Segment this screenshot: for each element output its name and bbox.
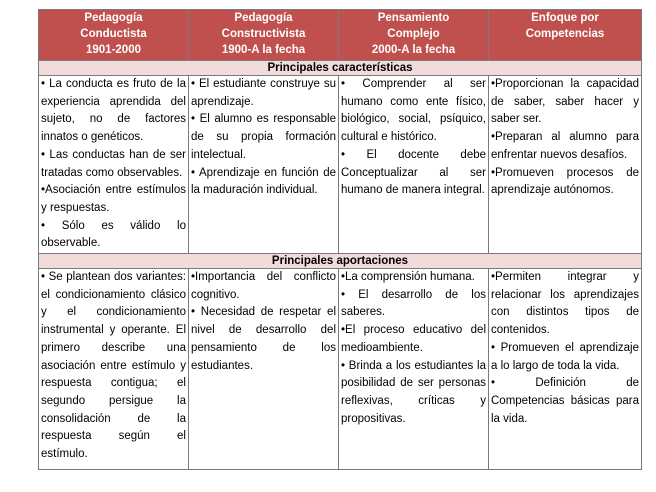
header-pensamiento-complejo <box>339 10 489 61</box>
header-line: Pedagogía <box>234 12 293 24</box>
header-line: Enfoque por <box>531 12 599 24</box>
header-line: Pensamiento <box>377 12 450 24</box>
row-caracteristicas <box>39 76 642 254</box>
bullet-text: •Preparan al alumno para enfrentar nuevos desafíos. <box>491 131 639 161</box>
comparison-table-page <box>38 9 641 470</box>
bullet-text: • Necesidad de respetar el nivel de desarrollo del pensamiento de los estudiantes. <box>191 306 336 372</box>
bullet-text: •Promueven procesos de aprendizaje autónomos. <box>491 166 639 197</box>
bullet-text: •Importancia del conflicto cognitivo. <box>191 271 336 301</box>
bullet-text: • Las conductas han de ser tratadas como observables. <box>41 148 186 179</box>
header-line: 1900-A la fecha <box>221 44 306 56</box>
bullet-text: • El docente debe Conceptualizar al ser humano de manera integral. <box>341 148 486 197</box>
header-line: Pedagogía <box>84 12 143 24</box>
header-conductista <box>39 10 189 61</box>
bullet-text: • El desarrollo de los saberes. <box>341 288 486 319</box>
bullet-text: • Promueven el aprendizaje a lo largo de toda la vida. <box>491 341 639 372</box>
bullet-text: • Aprendizaje en función de la maduración individual. <box>191 166 336 197</box>
row-aportaciones <box>39 269 642 470</box>
bullet-text: •El proceso educativo del medioambiente. <box>341 324 486 354</box>
header-line: Complejo <box>387 28 440 40</box>
header-line: Conductista <box>80 28 147 40</box>
bullet-text: •Permiten integrar y relacionar los aprendizajes con distintos tipos de contenidos. <box>491 271 639 337</box>
cell-competencias-caracteristicas <box>489 76 642 254</box>
header-line: Constructivista <box>221 28 306 40</box>
section-title-caracteristicas: Principales características <box>39 61 642 76</box>
bullet-text: • El estudiante construye su aprendizaje. <box>191 78 336 108</box>
section-row-aportaciones <box>39 254 642 269</box>
cell-conductista-aportaciones <box>39 269 189 470</box>
pedagogy-comparison-table <box>38 9 642 470</box>
cell-complejo-caracteristicas <box>339 76 489 254</box>
bullet-text: •Asociación entre estímulos y respuestas. <box>41 184 186 214</box>
bullet-text: • La conducta es fruto de la experiencia aprendida del sujeto, no de factores innatos o genéticos. <box>41 78 186 144</box>
bullet-text: • Comprender al ser humano como ente físico, biológico, social, psíquico, cultural e histórico. <box>341 78 486 144</box>
bullet-text: • Definición de Competencias básicas para la vida. <box>491 377 639 425</box>
bullet-text: • Sólo es válido lo observable. <box>41 219 186 250</box>
cell-constructivista-caracteristicas <box>189 76 339 254</box>
bullet-text: • El alumno es responsable de su propia formación intelectual. <box>191 113 336 161</box>
cell-competencias-aportaciones <box>489 269 642 470</box>
header-constructivista <box>189 10 339 61</box>
bullet-text: •Proporcionan la capacidad de saber, saber hacer y saber ser. <box>491 78 639 126</box>
bullet-text: • Brinda a los estudiantes la posibilidad de ser personas reflexivas, críticas y propositivas. <box>341 359 486 425</box>
header-line: 1901-2000 <box>86 44 141 56</box>
header-line: Competencias <box>525 28 605 40</box>
cell-conductista-caracteristicas <box>39 76 189 254</box>
header-competencias <box>489 10 642 61</box>
section-title-aportaciones: Principales aportaciones <box>39 254 642 269</box>
header-row <box>39 10 642 61</box>
cell-complejo-aportaciones <box>339 269 489 470</box>
cell-constructivista-aportaciones <box>189 269 339 470</box>
bullet-text: •La comprensión humana. <box>341 271 475 284</box>
header-line: 2000-A la fecha <box>371 44 456 56</box>
bullet-text: • Se plantean dos variantes: el condicionamiento clásico y el condicionamiento instrumental y operante. El primero describe una asociación entre estímulo y respuesta contigua; el segundo persigue la consolidación de la respuesta según el estímulo. <box>41 271 186 461</box>
section-row-caracteristicas <box>39 61 642 76</box>
